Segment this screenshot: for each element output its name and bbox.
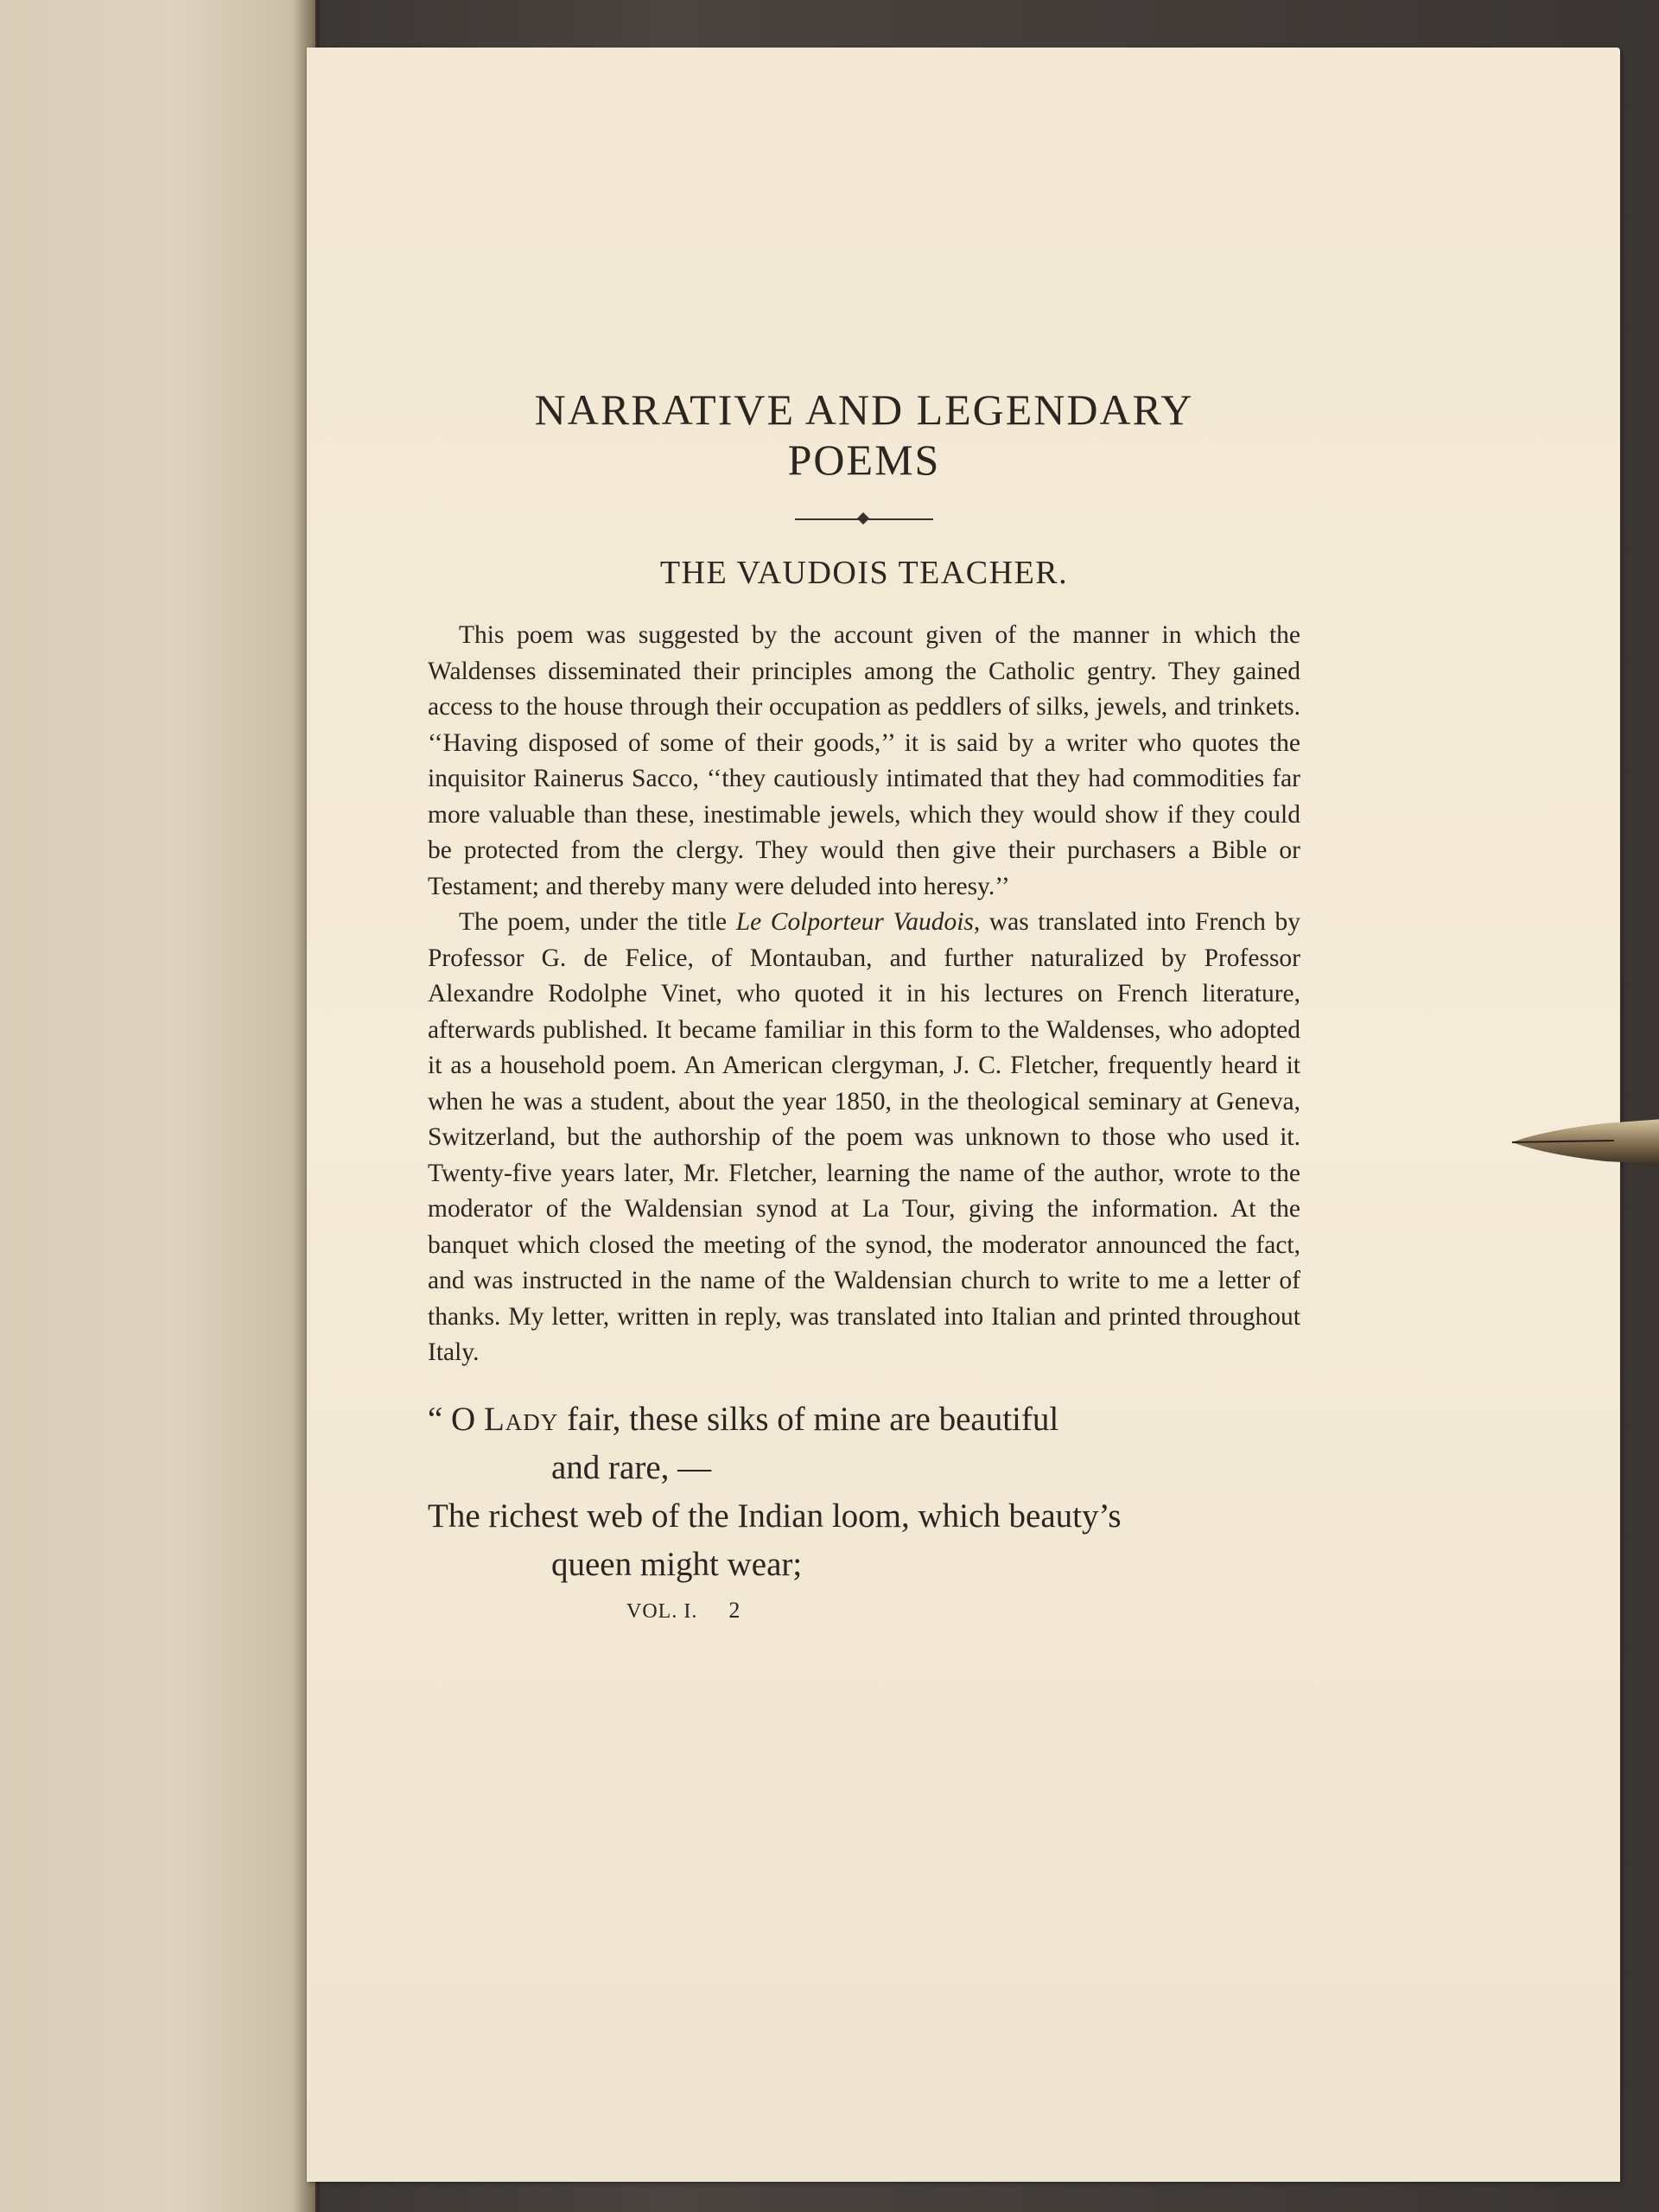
book-page xyxy=(307,48,1620,2182)
signature-number: 2 xyxy=(728,1597,741,1623)
poem-verse xyxy=(428,1395,1300,1589)
poem-title: THE VAUDOIS TEACHER. xyxy=(659,555,1069,591)
verse-line-2-continuation: queen might wear; xyxy=(551,1545,803,1583)
verse-line-1-text: fair, these silks of mine are beautiful xyxy=(558,1400,1059,1438)
signature-mark xyxy=(428,1598,1300,1624)
verse-line-1 xyxy=(428,1395,1300,1444)
intro-p2-after: , was translated into French by Professor G. de Felice, of Montauban, and further naturalized by Professor Alexandre Rodolphe Vinet, who quoted it in his lectures on French literature, afterwards published. It became familiar in this form to the Waldenses, who adopted it as a household poem. An American clergyman, J. C. Fletcher, frequently heard it when he was a student, about the year 1850, in the theological seminary at Geneva, Switzerland, but the authorship of the poem was unknown to those who used it. Twenty-five years later, Mr. Fletcher, learning the name of the author, wrote to the moderator of the Waldensian synod at La Tour, giving the information. At the banquet which closed the meeting of the synod, the moderator announced the fact, and was instructed in the name of the Waldensian church to write to me a letter of thanks. My letter, written in reply, was translated into Italian and printed throughout Italy. xyxy=(428,908,1300,1366)
verse-open-quote: “ O xyxy=(428,1400,484,1438)
pen-nib-icon xyxy=(1510,1115,1659,1166)
ornament-rule xyxy=(795,511,933,528)
intro-paragraph-1: This poem was suggested by the account given of the manner in which the Waldenses disseminated their principles among the Catholic gentry. They gained access to the house through their occupation as peddlers of silks, jewels, and trinkets. ‘‘Having disposed of some of their goods,’’ it is said by a writer who quotes the inquisitor Rainerus Sacco, ‘‘they cautiously intimated that they had commodities far more valuable than these, inestimable jewels, which they would show if they could be protected from the clergy. They would then give their purchasers a Bible or Testament; and thereby many were deluded into heresy.’’ xyxy=(428,621,1300,900)
left-page xyxy=(0,0,315,2212)
section-title-line1: NARRATIVE AND LEGENDARY xyxy=(534,385,1194,434)
ornament-diamond-icon xyxy=(857,512,869,524)
signature-volume: VOL. I. xyxy=(626,1599,698,1623)
verse-line-1-continuation: and rare, — xyxy=(551,1448,712,1486)
intro-paragraph-2 xyxy=(428,905,1300,1371)
page-content xyxy=(428,385,1300,1624)
section-title-line2: POEMS xyxy=(787,435,941,484)
intro-p2-before: The poem, under the title xyxy=(459,908,736,936)
verse-smallcaps-word: Lady xyxy=(483,1400,559,1438)
section-title xyxy=(449,385,1279,485)
verse-line-2: The richest web of the Indian loom, which beauty’s xyxy=(428,1497,1122,1535)
intro-p2-italic-title: Le Colporteur Vaudois xyxy=(735,908,974,936)
